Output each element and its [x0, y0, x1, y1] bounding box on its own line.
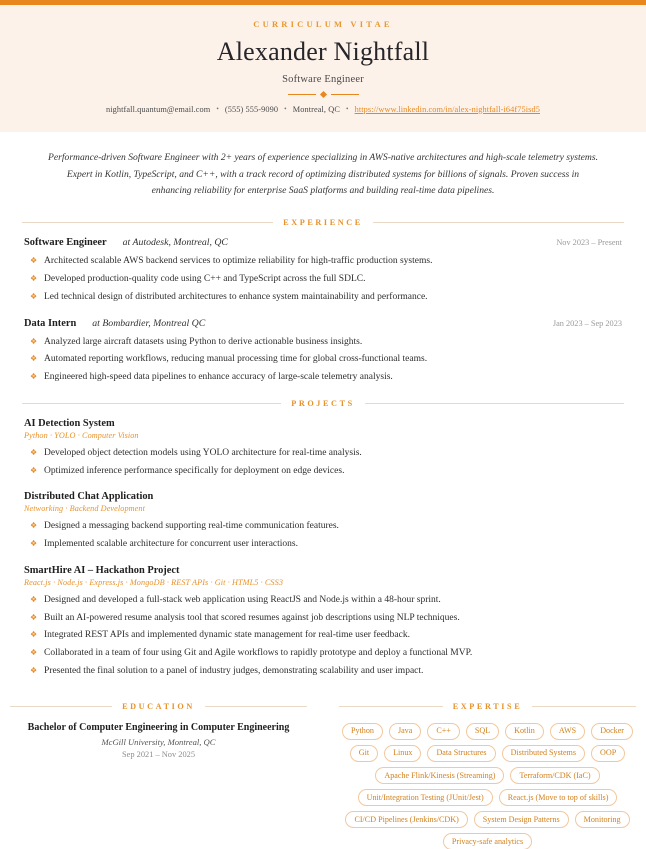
skill-tag: Python	[342, 723, 383, 740]
entry-header	[24, 237, 622, 248]
bullet-diamond-icon: ❖	[30, 256, 38, 266]
list-item	[24, 664, 622, 678]
skill-tag: Monitoring	[575, 811, 630, 828]
bullet-text: Implemented scalable architecture for concurrent user interactions.	[44, 539, 299, 550]
bullet-text: Developed production-quality code using C++ and TypeScript across the full SDLC.	[44, 274, 366, 285]
skill-tag: Linux	[384, 745, 421, 762]
school-name: McGill University, Montreal, QC	[101, 736, 216, 747]
skill-tag: Docker	[591, 723, 633, 740]
bullet-text: Architected scalable AWS backend services to optimize reliability for high-traffic production systems.	[44, 256, 433, 267]
skill-tag: Kotlin	[505, 723, 544, 740]
job-bullets	[24, 254, 622, 304]
bullet-diamond-icon: ❖	[30, 521, 38, 531]
rule-left	[22, 403, 281, 404]
bullet-diamond-icon: ❖	[30, 612, 38, 622]
section-header-projects	[22, 399, 624, 408]
contact-separator: •	[346, 105, 349, 114]
rule-left	[22, 222, 273, 223]
contact-email[interactable]: nightfall.quantum@email.com	[105, 104, 211, 114]
skill-tag: Java	[389, 723, 421, 740]
education-entry	[0, 721, 317, 759]
rule-right	[532, 706, 636, 707]
skill-tag: SQL	[466, 723, 499, 740]
rule-right	[205, 706, 307, 707]
bullet-diamond-icon: ❖	[30, 354, 38, 364]
project-tech-stack: React.js · Node.js · Express.js · MongoDB · REST APIs · Git · HTML5 · CSS3	[24, 577, 284, 587]
job-dates: Nov 2023 – Present	[556, 238, 622, 248]
job-company: at Autodesk, Montreal, QC	[122, 237, 228, 249]
skill-tag: Privacy-safe analytics	[443, 833, 532, 849]
skill-tag-list	[329, 721, 646, 849]
bullet-diamond-icon: ❖	[30, 539, 38, 549]
bullet-text: Optimized inference performance specifically for deployment on edge devices.	[44, 465, 345, 476]
rule-right	[373, 222, 624, 223]
list-item	[24, 446, 622, 460]
bullet-text: Designed a messaging backend supporting real-time communication features.	[44, 521, 339, 532]
section-header-expertise	[339, 702, 636, 711]
list-item	[24, 370, 622, 384]
list-item	[24, 290, 622, 304]
expertise-column	[323, 688, 646, 849]
skill-tag: System Design Patterns	[474, 811, 569, 828]
project-title: Distributed Chat Application	[24, 491, 154, 503]
list-item	[24, 611, 622, 625]
list-item	[24, 254, 622, 268]
project-entry	[24, 491, 622, 551]
skill-tag: C++	[427, 723, 460, 740]
education-dates: Sep 2021 – Nov 2025	[121, 749, 196, 759]
bullet-diamond-icon: ❖	[30, 274, 38, 284]
candidate-role: Software Engineer	[282, 73, 364, 85]
bullet-text: Led technical design of distributed architectures to enhance system maintainability and performance.	[44, 292, 428, 303]
bullet-diamond-icon: ❖	[30, 372, 38, 382]
job-bullets	[24, 335, 622, 385]
bullet-diamond-icon: ❖	[30, 336, 38, 346]
document-kicker: CURRICULUM VITAE	[253, 19, 393, 29]
contact-linkedin-link[interactable]: https://www.linkedin.com/in/alex-nightfall-i64f75isd5	[354, 104, 541, 114]
job-title: Data Intern	[24, 317, 77, 329]
bullet-diamond-icon: ❖	[30, 594, 38, 604]
rule-left	[339, 706, 443, 707]
project-bullets	[24, 519, 622, 551]
bullet-text: Presented the final solution to a panel of industry judges, demonstrating scalability and user impact.	[44, 666, 424, 677]
ornament-dash-right	[331, 94, 359, 96]
skill-tag: Distributed Systems	[502, 745, 585, 762]
bullet-text: Integrated REST APIs and implemented dynamic state management for real-time user feedback.	[44, 630, 410, 641]
bullet-diamond-icon: ❖	[30, 630, 38, 640]
project-bullets	[24, 446, 622, 478]
skill-tag: React.js (Move to top of skills)	[499, 789, 618, 806]
list-item	[24, 593, 622, 607]
contact-line	[40, 105, 606, 114]
bullet-text: Developed object detection models using YOLO architecture for real-time analysis.	[44, 447, 362, 458]
education-column	[0, 688, 323, 849]
skill-tag: OOP	[591, 745, 625, 762]
skill-tag: Apache Flink/Kinesis (Streaming)	[375, 767, 504, 784]
project-title: SmartHire AI – Hackathon Project	[24, 564, 180, 576]
section-header-experience	[22, 218, 624, 227]
bullet-diamond-icon: ❖	[30, 648, 38, 658]
contact-separator: •	[216, 105, 219, 114]
experience-entry	[24, 318, 622, 385]
skill-tag: AWS	[550, 723, 585, 740]
list-item	[24, 537, 622, 551]
experience-list	[0, 237, 646, 385]
bullet-text: Engineered high-speed data pipelines to enhance accuracy of large-scale telemetry analysis.	[44, 372, 393, 383]
section-label: PROJECTS	[291, 398, 355, 408]
project-tech-stack: Python · YOLO · Computer Vision	[24, 430, 139, 440]
contact-phone[interactable]: (555) 555-9090	[224, 104, 279, 114]
project-tech-stack: Networking · Backend Development	[24, 504, 145, 514]
list-item	[24, 464, 622, 478]
bullet-diamond-icon: ❖	[30, 465, 38, 475]
list-item	[24, 628, 622, 642]
skill-tag: Unit/Integration Testing (JUnit/Jest)	[358, 789, 493, 806]
bullet-diamond-icon: ❖	[30, 447, 38, 457]
candidate-name: Alexander Nightfall	[216, 37, 430, 66]
list-item	[24, 272, 622, 286]
projects-list	[0, 418, 646, 679]
resume-header	[0, 5, 646, 132]
project-entry	[24, 418, 622, 478]
bullet-diamond-icon: ❖	[30, 666, 38, 676]
diamond-ornament	[40, 92, 606, 97]
job-title: Software Engineer	[24, 237, 107, 249]
list-item	[24, 646, 622, 660]
section-header-education	[10, 702, 307, 711]
rule-left	[10, 706, 112, 707]
section-label: EXPERTISE	[452, 701, 523, 711]
experience-entry	[24, 237, 622, 304]
skill-tag: Terraform/CDK (IaC)	[510, 767, 599, 784]
entry-header	[24, 318, 622, 329]
bullet-text: Designed and developed a full-stack web application using ReactJS and Node.js within a 48-hour sprint.	[44, 594, 441, 605]
list-item	[24, 352, 622, 366]
skill-tag: CI/CD Pipelines (Jenkins/CDK)	[345, 811, 467, 828]
list-item	[24, 335, 622, 349]
list-item	[24, 519, 622, 533]
job-dates: Jan 2023 – Sep 2023	[552, 318, 622, 328]
job-company: at Bombardier, Montreal QC	[92, 317, 206, 329]
ornament-dash-left	[288, 94, 316, 96]
professional-summary: Performance-driven Software Engineer with 2+ years of experience specializing in AWS-native architectures and high-scale telemetry systems. Expert in Kotlin, TypeScript, and C++, with a track record of optimizing distributed systems for billions of signals. Proven success in enhancing reliability for enterprise SaaS platforms and building real-time data pipelines.	[48, 151, 598, 197]
bullet-text: Collaborated in a team of four using Git and Agile workflows to rapidly prototype and deploy a functional MVP.	[44, 648, 473, 659]
bullet-text: Built an AI-powered resume analysis tool that scored resumes against job descriptions using NLP techniques.	[44, 612, 460, 623]
degree-title: Bachelor of Computer Engineering in Computer Engineering	[27, 721, 290, 733]
rule-right	[365, 403, 624, 404]
bullet-diamond-icon: ❖	[30, 292, 38, 302]
bullet-text: Automated reporting workflows, reducing manual processing time for global cross-functional teams.	[44, 354, 428, 365]
diamond-icon	[319, 91, 326, 98]
bottom-columns	[0, 688, 646, 849]
skill-tag: Data Structures	[427, 745, 495, 762]
contact-location: Montreal, QC	[292, 104, 341, 114]
section-label: EXPERIENCE	[283, 218, 363, 228]
skill-tag: Git	[350, 745, 378, 762]
contact-separator: •	[284, 105, 287, 114]
project-entry	[24, 565, 622, 679]
project-bullets	[24, 593, 622, 679]
project-title: AI Detection System	[24, 417, 115, 429]
section-label: EDUCATION	[122, 701, 195, 711]
bullet-text: Analyzed large aircraft datasets using Python to derive actionable business insights.	[44, 336, 363, 347]
